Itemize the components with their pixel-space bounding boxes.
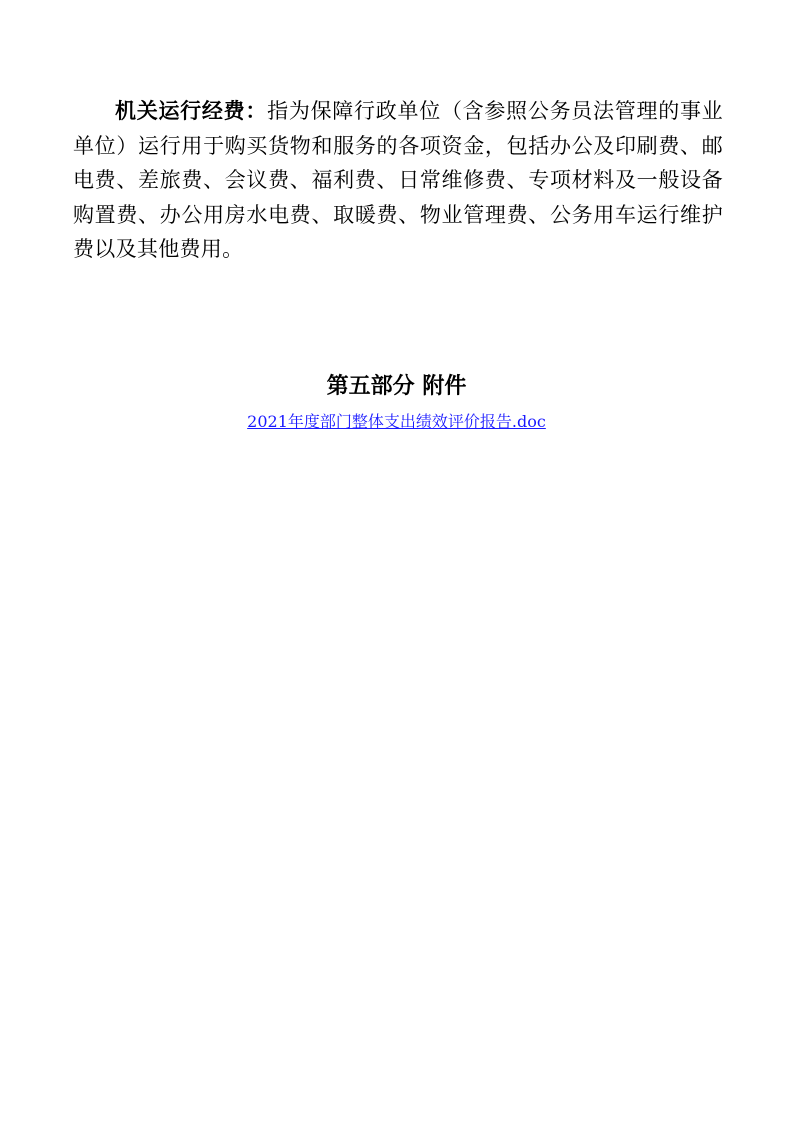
section-title: 第五部分 附件 xyxy=(326,374,467,399)
attachment-row xyxy=(0,410,793,434)
definition-body: 指为保障行政单位（含参照公务员法管理的事业单位）运行用于购买货物和服务的各项资金，包括办公及印刷费、邮电费、差旅费、会议费、福利费、日常维修费、专项材料及一般设备购置费、办公用房水电费、取暖费、物业管理费、公务用车运行维护费以及其他费用。 xyxy=(73,99,723,261)
attachment-link[interactable]: 2021年度部门整体支出绩效评价报告.doc xyxy=(247,412,546,431)
definition-paragraph xyxy=(73,94,723,267)
definition-term: 机关运行经费： xyxy=(115,99,268,123)
